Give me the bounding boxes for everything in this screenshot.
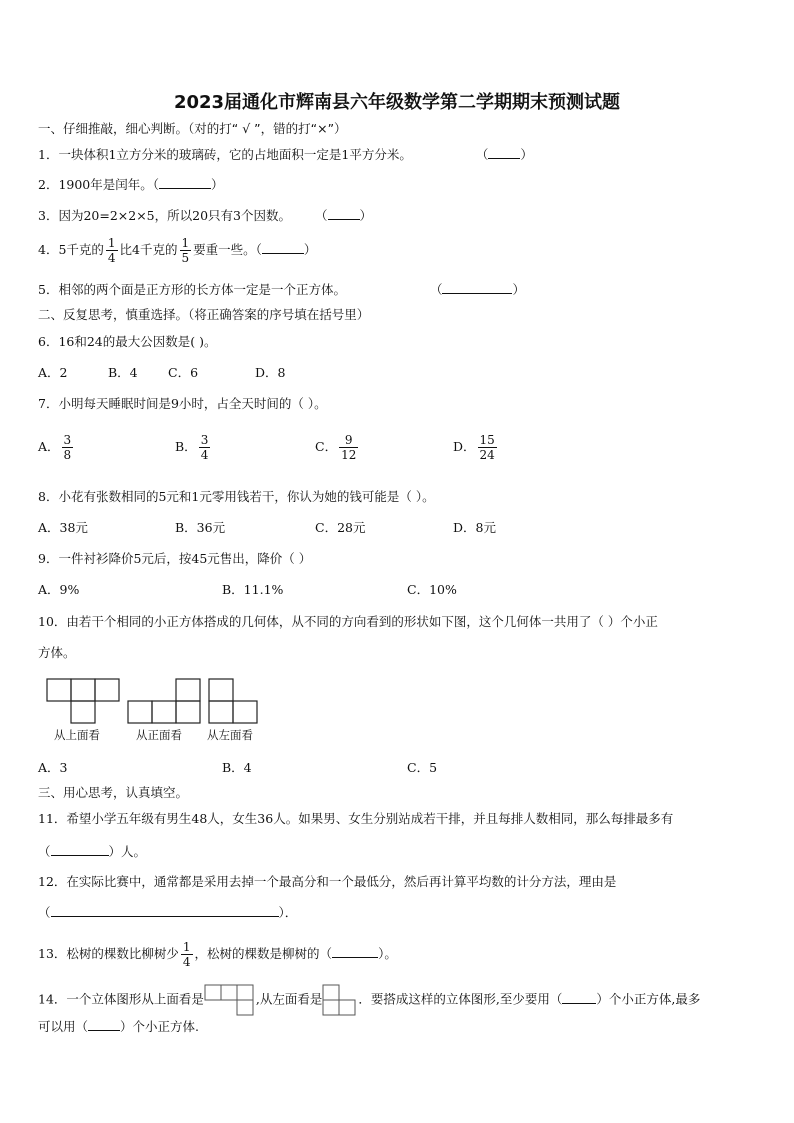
q7-option-d[interactable]: D． $\frac{15}{24}$ <box>453 433 495 462</box>
q6-option-d[interactable]: D．8 <box>255 365 286 380</box>
q7-option-c[interactable]: C． $\frac{9}{12}$ <box>315 433 357 462</box>
q8-option-b[interactable]: B．36元 <box>175 520 226 535</box>
answer-blank-13[interactable] <box>332 946 378 958</box>
top-view-caption: 从上面看 <box>54 728 100 742</box>
answer-blank-14a[interactable] <box>562 992 596 1004</box>
question-6: 6．16和24的最大公因数是( )。 <box>38 334 217 349</box>
question-9: 9．一件衬衫降价5元后，按45元售出，降价（ ） <box>38 551 312 566</box>
question-14: 14．一个立体图形从上面看是 ,从左面看是 ．要搭成这样的立体图形,至少要用（ ）个小正方体,最多 <box>38 984 700 1016</box>
front-view-figure <box>127 678 201 724</box>
answer-blank-11[interactable] <box>51 844 109 856</box>
q9-option-a[interactable]: A．9% <box>38 582 80 597</box>
q8-option-c[interactable]: C．28元 <box>315 520 366 535</box>
page-title: 2023届通化市辉南县六年级数学第二学期期末预测试题 <box>173 92 621 113</box>
question-3: 3．因为20=2×2×5，所以20只有3个因数。 （ ） <box>38 208 373 223</box>
q6-option-c[interactable]: C．6 <box>168 365 199 380</box>
q8-option-d[interactable]: D．8元 <box>453 520 496 535</box>
left-view-figure-q14 <box>322 984 358 1016</box>
question-12-cont: （ ）． <box>38 905 298 920</box>
question-7: 7．小明每天睡眠时间是9小时，占全天时间的（ ）。 <box>38 396 327 411</box>
question-8: 8．小花有张数相同的5元和1元零用钱若干，你认为她的钱可能是（ ）。 <box>38 489 435 504</box>
fraction: $\frac{1}{4}$ <box>182 940 191 969</box>
question-1: 1．一块体积1立方分米的玻璃砖，它的占地面积一定是1平方分米。 （ ） <box>38 147 533 162</box>
front-view-caption: 从正面看 <box>136 728 182 742</box>
section-1-heading: 一、仔细推敲，细心判断。（对的打“ √ ”，错的打“×”） <box>38 121 347 136</box>
question-13: 13．松树的棵数比柳树少 $\frac{1}{4}$ ，松树的棵数是柳树的（ ）。 <box>38 940 397 969</box>
question-10: 10．由若干个相同的小正方体搭成的几何体，从不同的方向看到的形状如下图，这个几何体一共用了（ ）个小正 <box>38 614 658 629</box>
answer-blank-5[interactable] <box>442 282 512 294</box>
top-view-figure <box>46 678 120 724</box>
question-10-cont: 方体。 <box>38 645 76 660</box>
answer-blank-12[interactable] <box>51 905 279 917</box>
answer-blank-2[interactable] <box>159 177 211 189</box>
answer-blank-14b[interactable] <box>88 1019 120 1031</box>
question-11: 11．希望小学五年级有男生48人，女生36人。如果男、女生分别站成若干排，并且每排人数相同，那么每排最多有 <box>38 811 674 826</box>
question-14-cont: 可以用（ ）个小正方体. <box>38 1019 199 1034</box>
answer-blank-1[interactable] <box>488 147 520 159</box>
answer-blank-4[interactable] <box>262 242 304 254</box>
question-12: 12．在实际比赛中，通常都是采用去掉一个最高分和一个最低分，然后再计算平均数的计分方法，理由是 <box>38 874 617 889</box>
top-view-figure-q14 <box>204 984 256 1016</box>
left-view-figure <box>208 678 260 724</box>
left-view-caption: 从左面看 <box>207 728 253 742</box>
answer-blank-3[interactable] <box>328 208 360 220</box>
q10-option-a[interactable]: A．3 <box>38 760 68 775</box>
question-4: 4．5千克的 $\frac{1}{4}$ 比4千克的 $\frac{1}{5}$ 要重一些。（ ） <box>38 236 317 265</box>
question-5: 5．相邻的两个面是正方形的长方体一定是一个正方体。 （ ） <box>38 282 525 297</box>
question-2: 2．1900年是闰年。（ ） <box>38 177 224 192</box>
q10-option-b[interactable]: B．4 <box>222 760 252 775</box>
section-2-heading: 二、反复思考，慎重选择。（将正确答案的序号填在括号里） <box>38 307 370 322</box>
q9-option-b[interactable]: B．11.1% <box>222 582 284 597</box>
q7-option-b[interactable]: B． $\frac{3}{4}$ <box>175 433 209 462</box>
q8-option-a[interactable]: A．38元 <box>38 520 88 535</box>
q7-option-a[interactable]: A． $\frac{3}{8}$ <box>38 433 72 462</box>
q9-option-c[interactable]: C．10% <box>407 582 457 597</box>
q6-option-a[interactable]: A．2 <box>38 365 68 380</box>
fraction: $\frac{1}{5}$ <box>181 236 190 265</box>
q10-option-c[interactable]: C．5 <box>407 760 438 775</box>
q6-option-b[interactable]: B．4 <box>108 365 138 380</box>
section-3-heading: 三、用心思考，认真填空。 <box>38 785 189 800</box>
question-11-cont: （ ）人。 <box>38 844 147 859</box>
fraction: $\frac{1}{4}$ <box>107 236 116 265</box>
